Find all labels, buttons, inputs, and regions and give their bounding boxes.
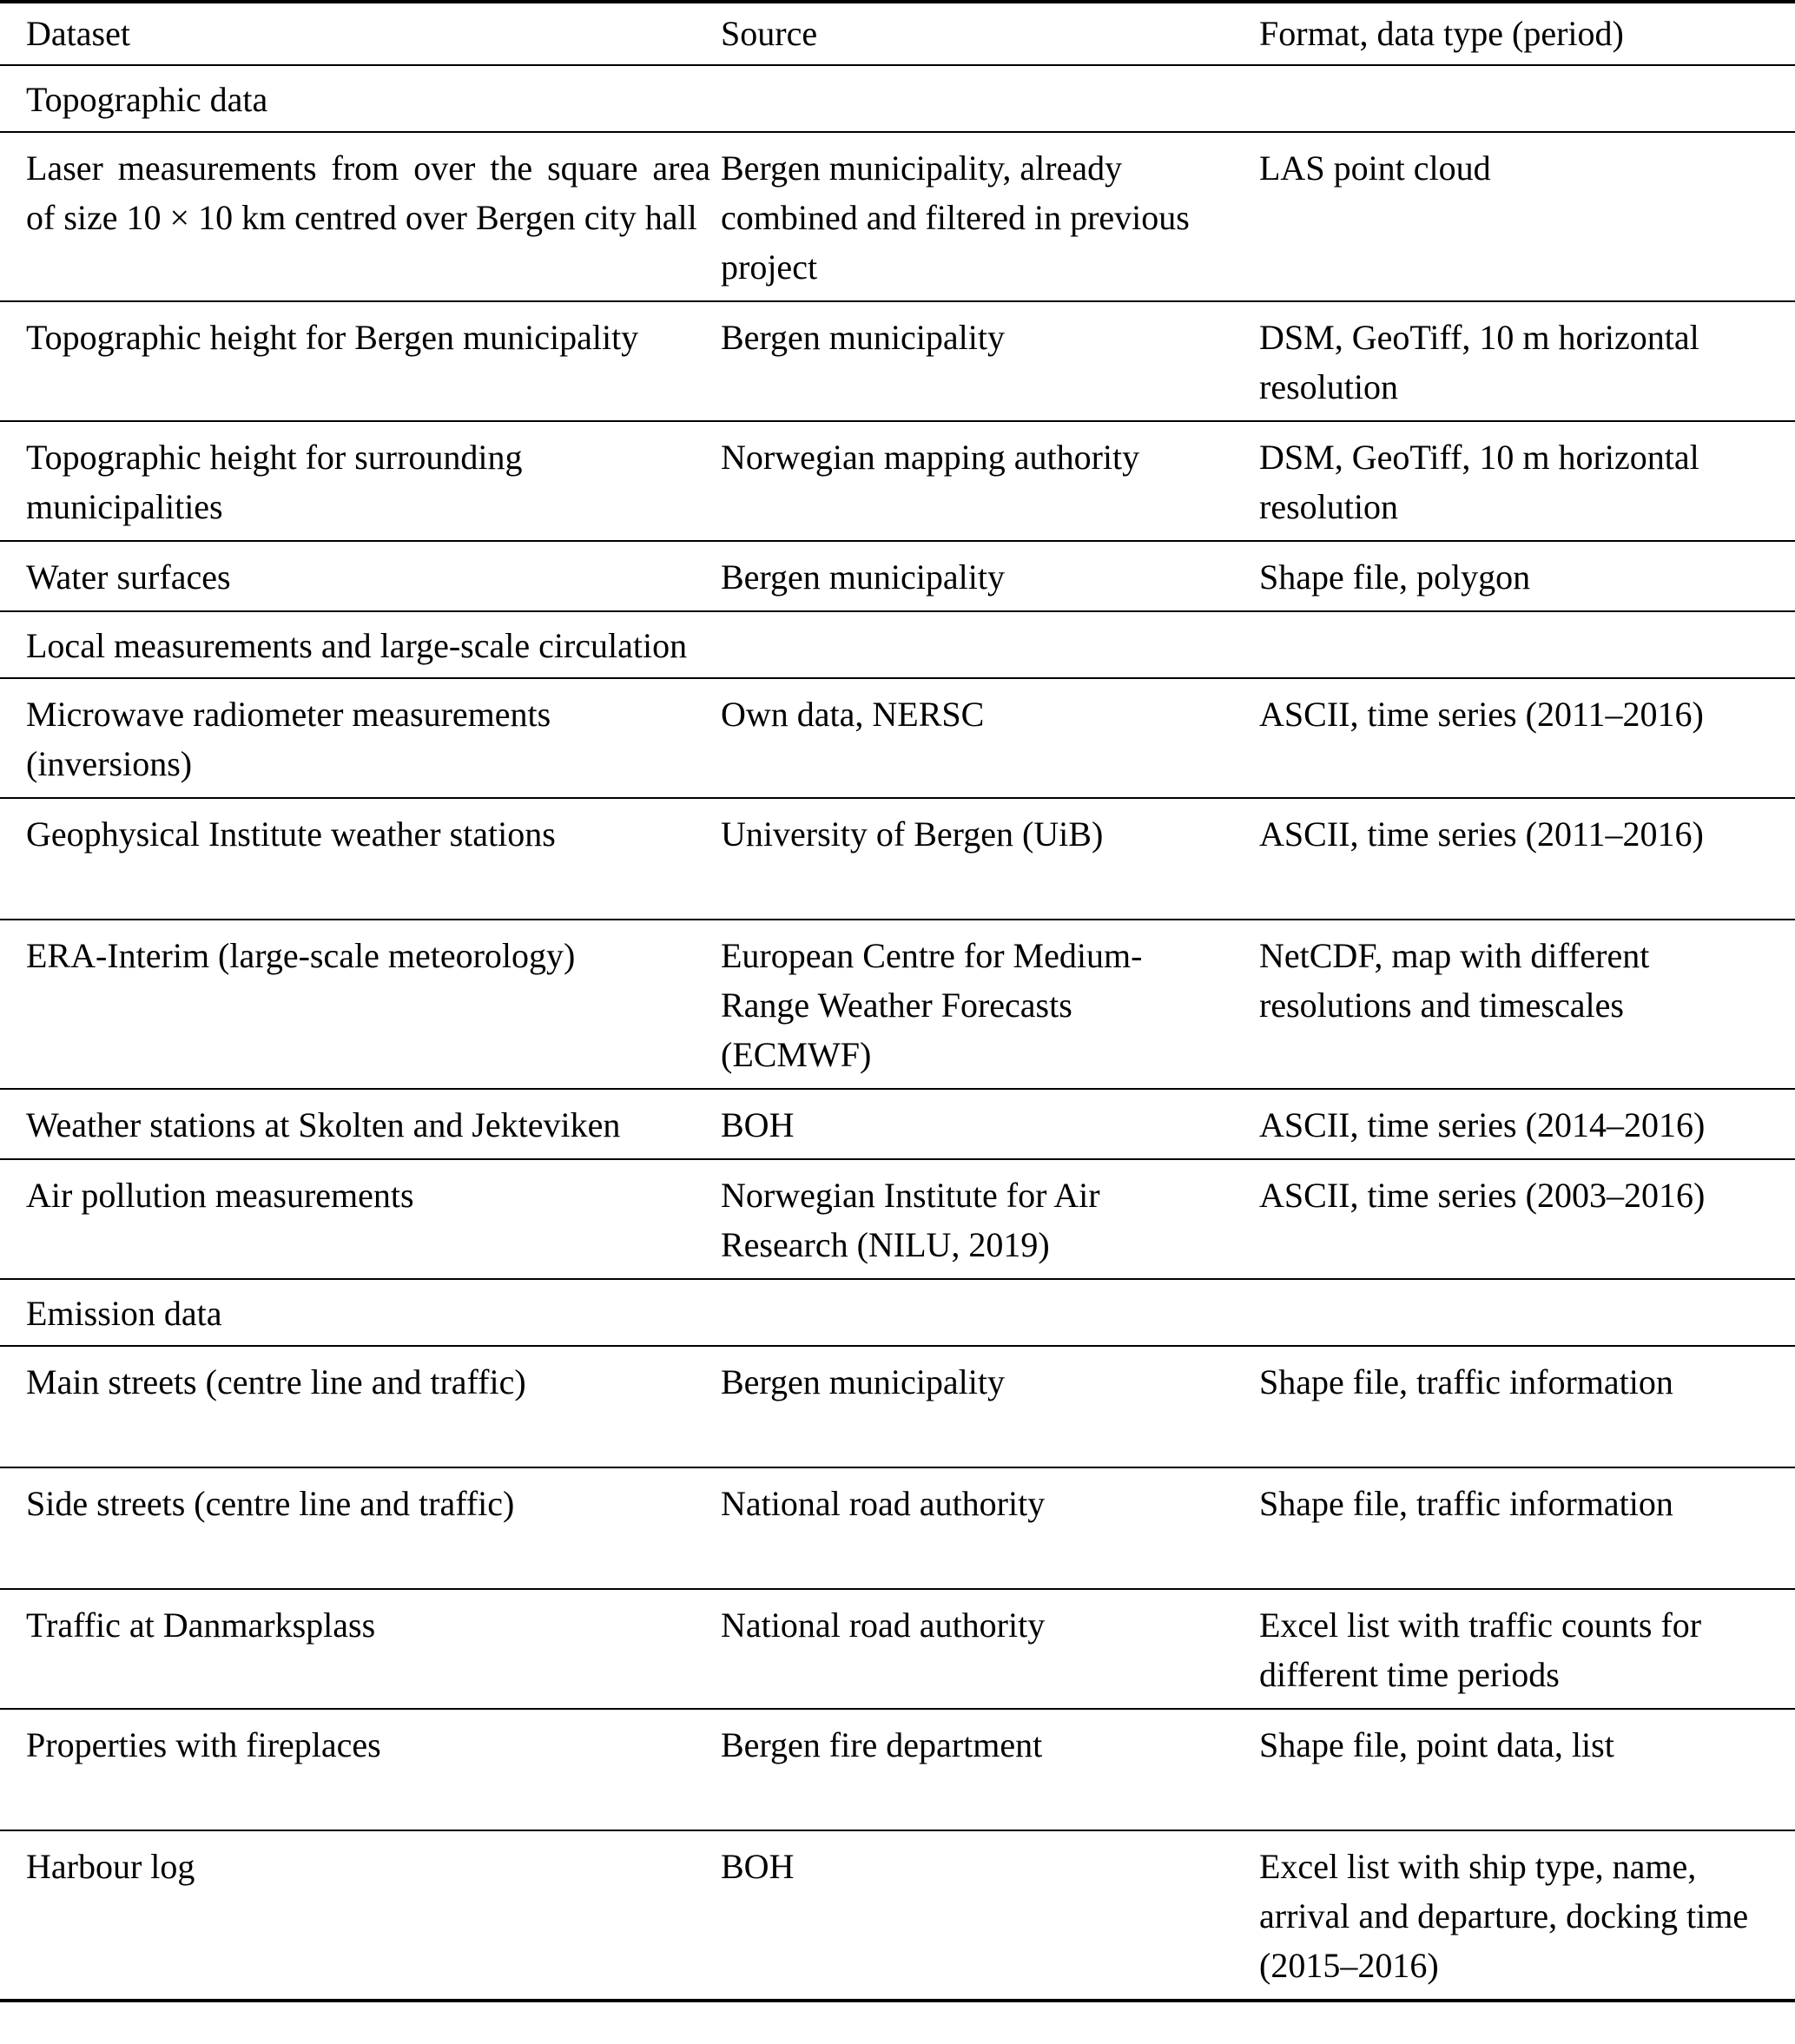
table-row bbox=[0, 132, 1795, 301]
format-cell: Excel list with ship type, name, arrival and departure, docking time (2015–2016) bbox=[1259, 1847, 1749, 1985]
table-row bbox=[0, 1830, 1795, 2001]
dataset-cell: Topographic height for surrounding municipalities bbox=[26, 438, 523, 526]
format-cell: Shape file, point data, list bbox=[1259, 1725, 1614, 1764]
dataset-cell: Traffic at Danmarksplass bbox=[26, 1606, 376, 1645]
section-header-row bbox=[0, 65, 1795, 132]
table-row bbox=[0, 1709, 1795, 1830]
format-cell: ASCII, time series (2014–2016) bbox=[1259, 1105, 1706, 1144]
table-row bbox=[0, 1089, 1795, 1159]
source-cell: Norwegian mapping authority bbox=[721, 438, 1140, 477]
table-row bbox=[0, 1159, 1795, 1279]
format-cell: NetCDF, map with different resolutions and timescales bbox=[1259, 936, 1650, 1025]
section-title: Topographic data bbox=[26, 80, 268, 119]
format-cell: ASCII, time series (2003–2016) bbox=[1259, 1176, 1706, 1215]
column-header-source: Source bbox=[721, 2, 1259, 65]
table-row bbox=[0, 1346, 1795, 1467]
dataset-cell: Water surfaces bbox=[26, 557, 231, 597]
format-cell: Shape file, polygon bbox=[1259, 557, 1531, 597]
source-cell: European Centre for Medium-Range Weather Forecasts (ECMWF) bbox=[721, 936, 1143, 1074]
format-cell: LAS point cloud bbox=[1259, 148, 1491, 188]
column-header-format: Format, data type (period) bbox=[1259, 2, 1795, 65]
format-cell: Excel list with traffic counts for different time periods bbox=[1259, 1606, 1702, 1694]
format-cell: ASCII, time series (2011–2016) bbox=[1259, 695, 1704, 734]
section-title: Emission data bbox=[26, 1294, 222, 1333]
table-row bbox=[0, 1467, 1795, 1589]
table-body bbox=[0, 65, 1795, 2001]
source-cell: BOH bbox=[721, 1847, 795, 1886]
table-row bbox=[0, 920, 1795, 1089]
table-row bbox=[0, 678, 1795, 798]
table-header bbox=[0, 2, 1795, 65]
format-cell: DSM, GeoTiff, 10 m horizontal resolution bbox=[1259, 318, 1699, 406]
dataset-cell: Properties with fireplaces bbox=[26, 1725, 381, 1764]
dataset-cell: Weather stations at Skolten and Jekteviken bbox=[26, 1105, 621, 1144]
header-row bbox=[0, 2, 1795, 65]
source-cell: Bergen fire department bbox=[721, 1725, 1043, 1764]
table-row bbox=[0, 301, 1795, 421]
dataset-cell: Laser measurements from over the square area of size 10 × 10 km centred over Bergen city hall bbox=[26, 148, 710, 237]
source-cell: University of Bergen (UiB) bbox=[721, 814, 1104, 854]
section-header-row bbox=[0, 1279, 1795, 1346]
section-header-row bbox=[0, 611, 1795, 678]
section-title: Local measurements and large-scale circulation bbox=[26, 626, 688, 665]
dataset-cell: Side streets (centre line and traffic) bbox=[26, 1484, 515, 1523]
format-cell: Shape file, traffic information bbox=[1259, 1484, 1673, 1523]
source-cell: Own data, NERSC bbox=[721, 695, 985, 734]
format-cell: DSM, GeoTiff, 10 m horizontal resolution bbox=[1259, 438, 1699, 526]
source-cell: Norwegian Institute for Air Research (NILU, 2019) bbox=[721, 1176, 1100, 1264]
table-row bbox=[0, 541, 1795, 611]
source-cell: Bergen municipality bbox=[721, 557, 1005, 597]
source-cell: Bergen municipality, already combined and filtered in previous project bbox=[721, 148, 1190, 287]
dataset-cell: Air pollution measurements bbox=[26, 1176, 414, 1215]
table-row bbox=[0, 1589, 1795, 1709]
source-cell: Bergen municipality bbox=[721, 1362, 1005, 1401]
format-cell: Shape file, traffic information bbox=[1259, 1362, 1673, 1401]
source-cell: National road authority bbox=[721, 1606, 1046, 1645]
dataset-cell: Microwave radiometer measurements (inversions) bbox=[26, 695, 551, 783]
column-header-dataset: Dataset bbox=[0, 2, 721, 65]
dataset-cell: Topographic height for Bergen municipality bbox=[26, 318, 639, 357]
dataset-cell: Geophysical Institute weather stations bbox=[26, 814, 556, 854]
dataset-cell: Main streets (centre line and traffic) bbox=[26, 1362, 526, 1401]
source-cell: Bergen municipality bbox=[721, 318, 1005, 357]
table-row bbox=[0, 421, 1795, 541]
dataset-cell: ERA-Interim (large-scale meteorology) bbox=[26, 936, 576, 975]
format-cell: ASCII, time series (2011–2016) bbox=[1259, 814, 1704, 854]
source-cell: National road authority bbox=[721, 1484, 1046, 1523]
source-cell: BOH bbox=[721, 1105, 795, 1144]
dataset-cell: Harbour log bbox=[26, 1847, 195, 1886]
table-row bbox=[0, 798, 1795, 920]
